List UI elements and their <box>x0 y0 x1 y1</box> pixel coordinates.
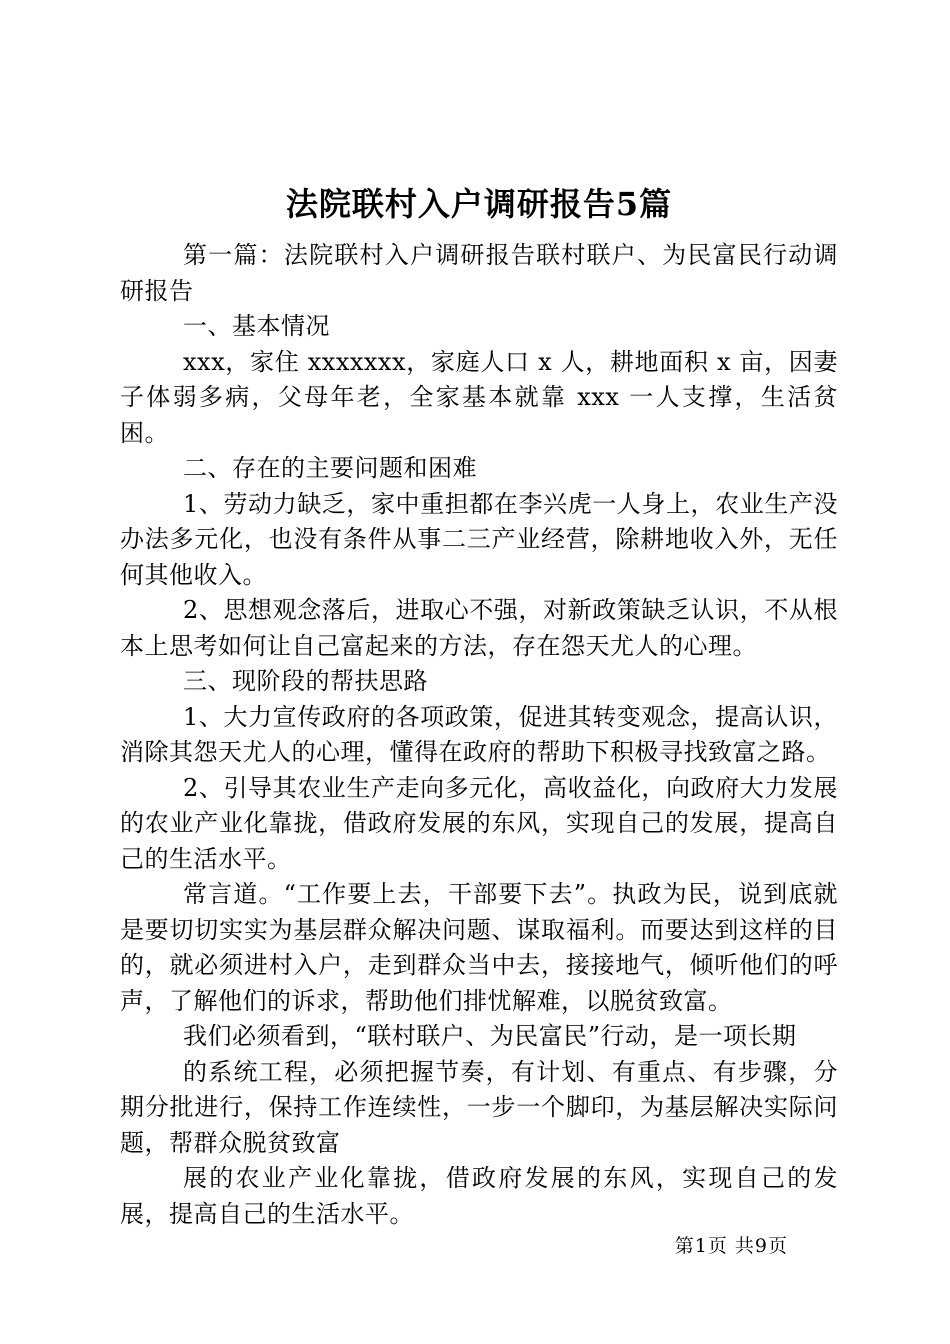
paragraph: 我们必须看到，“联村联户、为民富民”行动，是一项长期 <box>183 1022 797 1050</box>
document-body <box>120 238 838 1232</box>
page-title: 法院联村入户调研报告5篇 <box>285 185 673 223</box>
paragraph: 2、思想观念落后，进取心不强，对新政策缺乏认识，不从根本上思考如何让自己富起来的方法，存在怨天尤人的心理。 <box>120 596 838 660</box>
paragraph: 一、基本情况 <box>183 312 330 340</box>
paragraph: 1、大力宣传政府的各项政策，促进其转变观念，提高认识，消除其怨天尤人的心理，懂得在政府的帮助下积极寻找致富之路。 <box>120 702 838 766</box>
paragraph: 展的农业产业化靠拢，借政府发展的东风，实现自己的发展，提高自己的生活水平。 <box>120 1164 838 1228</box>
paragraph: 第一篇：法院联村入户调研报告联村联户、为民富民行动调研报告 <box>120 241 838 305</box>
paragraph: 的系统工程，必须把握节奏，有计划、有重点、有步骤，分期分批进行，保持工作连续性，一步一个脚印，为基层解决实际问题，帮群众脱贫致富 <box>120 1057 838 1157</box>
paragraph: 2、引导其农业生产走向多元化，高收益化，向政府大力发展的农业产业化靠拢，借政府发展的东风，实现自己的发展，提高自己的生活水平。 <box>120 773 838 873</box>
paragraph: 1、劳动力缺乏，家中重担都在李兴虎一人身上，农业生产没办法多元化，也没有条件从事二三产业经营，除耕地收入外，无任何其他收入。 <box>120 489 838 589</box>
paragraph: 常言道。“工作要上去，干部要下去”。执政为民，说到底就是要切切实实为基层群众解决问题、谋取福利。而要达到这样的目的，就必须进村入户，走到群众当中去，接接地气，倾听他们的呼声，了解他们的诉求，帮助他们排忧解难，以脱贫致富。 <box>120 880 838 1015</box>
page-number-indicator: 第1页 共9页 <box>674 1235 788 1257</box>
page-footer <box>675 1234 788 1258</box>
paragraph: 二、存在的主要问题和困难 <box>183 454 477 482</box>
paragraph: 三、现阶段的帮扶思路 <box>183 667 428 695</box>
paragraph: xxx，家住 xxxxxxx，家庭人口 x 人，耕地面积 x 亩，因妻子体弱多病，父母年老，全家基本就靠 xxx 一人支撑，生活贫困。 <box>120 347 838 447</box>
